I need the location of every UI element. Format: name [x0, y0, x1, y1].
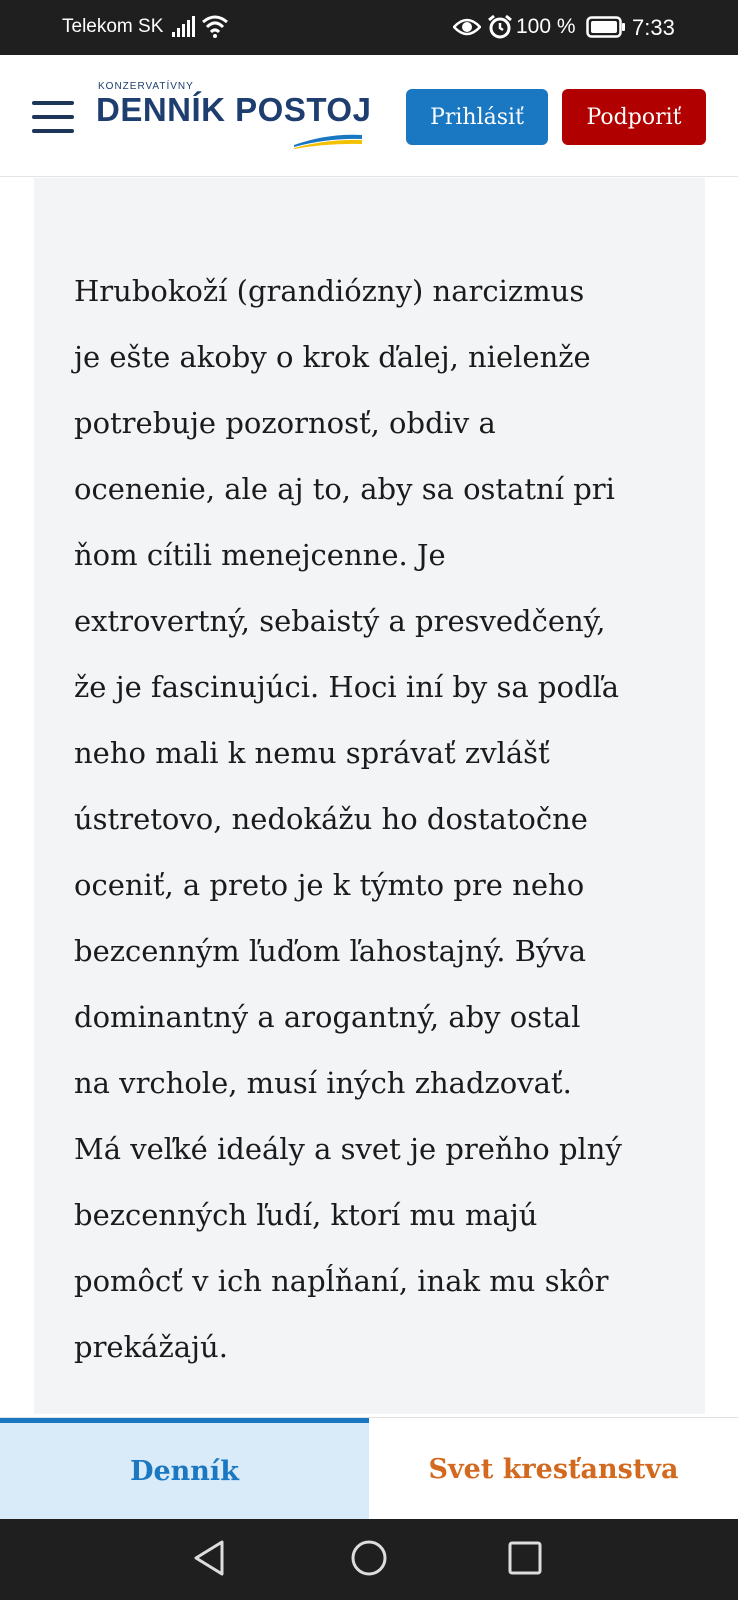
- article-line: extrovertný, sebaistý a presvedčený,: [74, 604, 606, 638]
- article-line: že je fascinujúci. Hoci iní by sa podľa: [74, 670, 620, 704]
- article-line: ocenenie, ale aj to, aby sa ostatní pri: [74, 472, 615, 506]
- logo-swoosh-icon: [292, 129, 364, 149]
- section-tabs: [0, 1417, 738, 1519]
- battery-icon: [586, 16, 626, 43]
- tab-dennik[interactable]: Denník: [0, 1418, 369, 1520]
- wifi-icon: [202, 14, 228, 43]
- article-line: Hrubokoží (grandiózny) narcizmus: [74, 274, 585, 308]
- article-line: ústretovo, nedokážu ho dostatočne: [74, 802, 588, 836]
- system-nav-bar: [0, 1519, 738, 1600]
- eye-icon: [453, 16, 481, 43]
- status-bar: [0, 0, 738, 55]
- tab-svet-krestanstva[interactable]: Svet kresťanstva: [428, 1453, 679, 1485]
- support-button[interactable]: Podporiť: [562, 89, 706, 145]
- article-line: je ešte akoby o krok ďalej, nielenže: [74, 340, 591, 374]
- battery-percent: 100 %: [516, 15, 576, 38]
- recent-apps-icon[interactable]: [508, 1541, 542, 1580]
- article-line: Má veľké ideály a svet je preňho plný: [74, 1132, 622, 1166]
- article-line: pomôcť v ich napĺňaní, inak mu skôr: [74, 1264, 609, 1298]
- article-line: ňom cítili menejcenne. Je: [74, 538, 446, 572]
- article-line: bezcenných ľudí, ktorí mu majú: [74, 1198, 538, 1232]
- logo-title: DENNÍK POSTOJ: [96, 91, 372, 128]
- article-line: prekážajú.: [74, 1330, 228, 1364]
- signal-icon: [172, 16, 196, 43]
- site-header: [0, 55, 738, 177]
- article-highlight-box: [34, 178, 705, 1414]
- login-button[interactable]: Prihlásiť: [406, 89, 548, 145]
- article-line: potrebuje pozornosť, obdiv a: [74, 406, 496, 440]
- carrier-name: Telekom SK: [62, 16, 164, 37]
- article-line: na vrchole, musí iných zhadzovať.: [74, 1066, 572, 1100]
- article-line: bezcenným ľuďom ľahostajný. Býva: [74, 934, 587, 968]
- article-line: oceniť, a preto je k týmto pre neho: [74, 868, 585, 902]
- home-icon[interactable]: [350, 1539, 388, 1582]
- article-line: neho mali k nemu správať zvlášť: [74, 736, 550, 770]
- logo-tagline: KONZERVATÍVNY: [98, 81, 194, 92]
- alarm-icon: [487, 14, 513, 45]
- back-icon[interactable]: [192, 1539, 226, 1582]
- article-paragraph: [74, 258, 674, 1380]
- clock: 7:33: [632, 15, 675, 40]
- menu-icon[interactable]: [32, 99, 74, 135]
- site-logo[interactable]: [96, 81, 372, 151]
- article-line: dominantný a arogantný, aby ostal: [74, 1000, 581, 1034]
